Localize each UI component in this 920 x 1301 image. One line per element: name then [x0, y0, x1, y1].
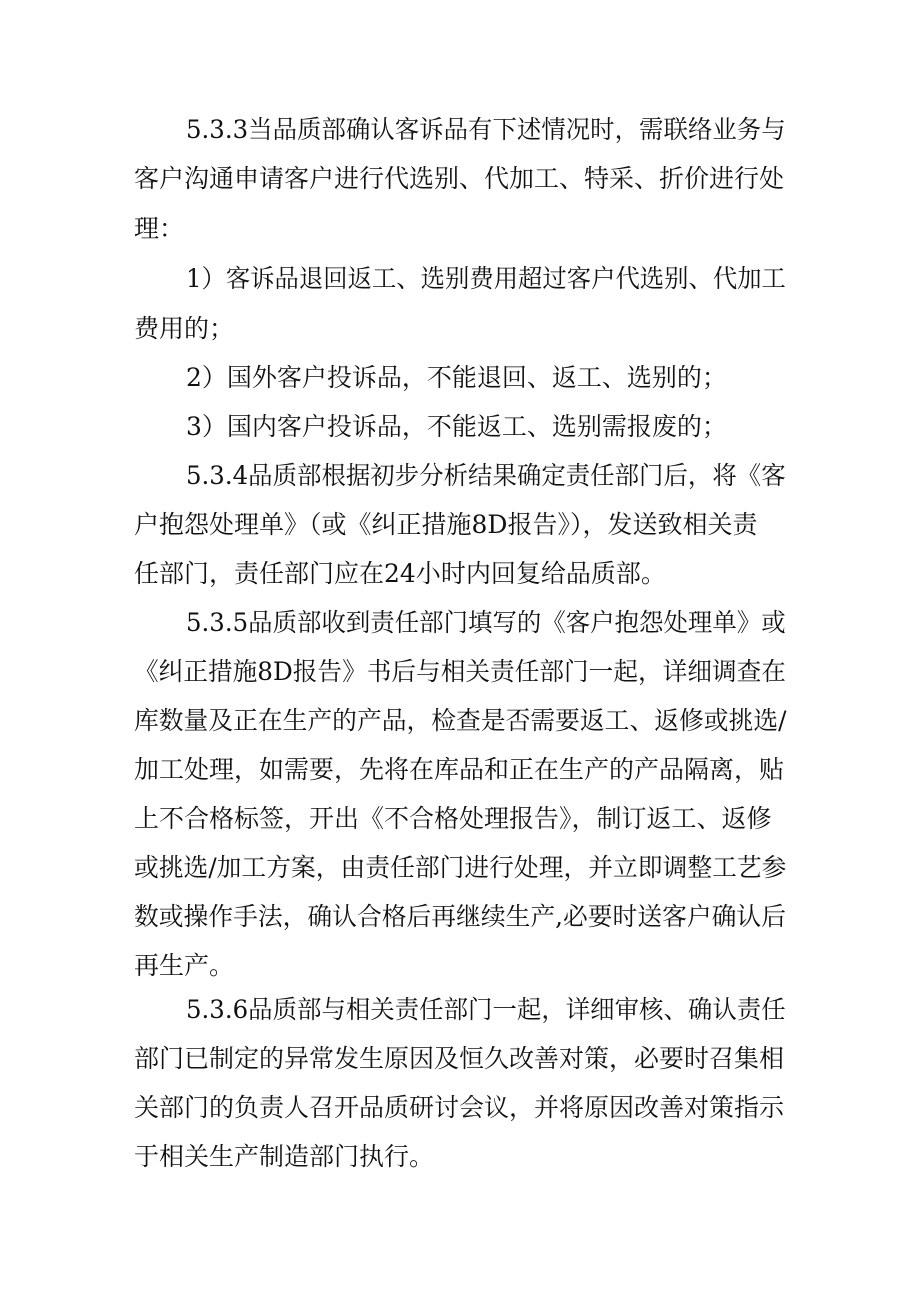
- list-item-3-line-1: 3）国内客户投诉品，不能返工、选别需报废的；: [186, 412, 727, 441]
- list-item-2-line-1: 2）国外客户投诉品，不能退回、返工、选别的；: [186, 363, 727, 392]
- paragraph-5-3-4-line-3: 任部门，责任部门应在24小时内回复给品质部。: [134, 559, 666, 588]
- list-item-1-line-2: 费用的；: [134, 314, 235, 343]
- paragraph-5-3-4-line-2: 户抱怨处理单》（或《纠正措施8D报告》），发送致相关责: [134, 510, 758, 539]
- paragraph-5-3-6-line-1: 5.3.6品质部与相关责任部门一起，详细审核、确认责任: [186, 995, 786, 1024]
- paragraph-5-3-5-line-1: 5.3.5品质部收到责任部门填写的《客户抱怨处理单》或: [186, 608, 786, 637]
- paragraph-5-3-3-line-1: 5.3.3当品质部确认客诉品有下述情况时，需联络业务与: [186, 115, 786, 144]
- paragraph-5-3-6-line-3: 关部门的负责人召开品质研讨会议，并将原因改善对策指示: [134, 1093, 785, 1122]
- paragraph-5-3-3-line-3: 理：: [134, 214, 185, 243]
- paragraph-5-3-4-line-1: 5.3.4品质部根据初步分析结果确定责任部门后，将《客: [186, 461, 786, 490]
- paragraph-5-3-3-line-2: 客户沟通申请客户进行代选别、代加工、特采、折价进行处: [134, 164, 785, 193]
- paragraph-5-3-6-line-2: 部门已制定的异常发生原因及恒久改善对策，必要时召集相: [134, 1044, 785, 1073]
- paragraph-5-3-5-line-6: 或挑选/加工方案，由责任部门进行处理，并立即调整工艺参: [134, 853, 787, 882]
- paragraph-5-3-5-line-8: 再生产。: [134, 951, 235, 980]
- paragraph-5-3-5-line-3: 库数量及正在生产的产品，检查是否需要返工、返修或挑选/: [134, 706, 787, 735]
- paragraph-5-3-5-line-5: 上不合格标签，开出《不合格处理报告》，制订返工、返修: [134, 804, 772, 833]
- paragraph-5-3-5-line-4: 加工处理，如需要，先将在库品和正在生产的产品隔离，贴: [134, 755, 785, 784]
- list-item-1-line-1: 1）客诉品退回返工、选别费用超过客户代选别、代加工: [186, 264, 786, 293]
- paragraph-5-3-5-line-2: 《纠正措施8D报告》书后与相关责任部门一起，详细调查在: [134, 657, 786, 686]
- paragraph-5-3-5-line-7: 数或操作手法，确认合格后再继续生产,必要时送客户确认后: [134, 902, 786, 931]
- paragraph-5-3-6-line-4: 于相关生产制造部门执行。: [134, 1142, 435, 1171]
